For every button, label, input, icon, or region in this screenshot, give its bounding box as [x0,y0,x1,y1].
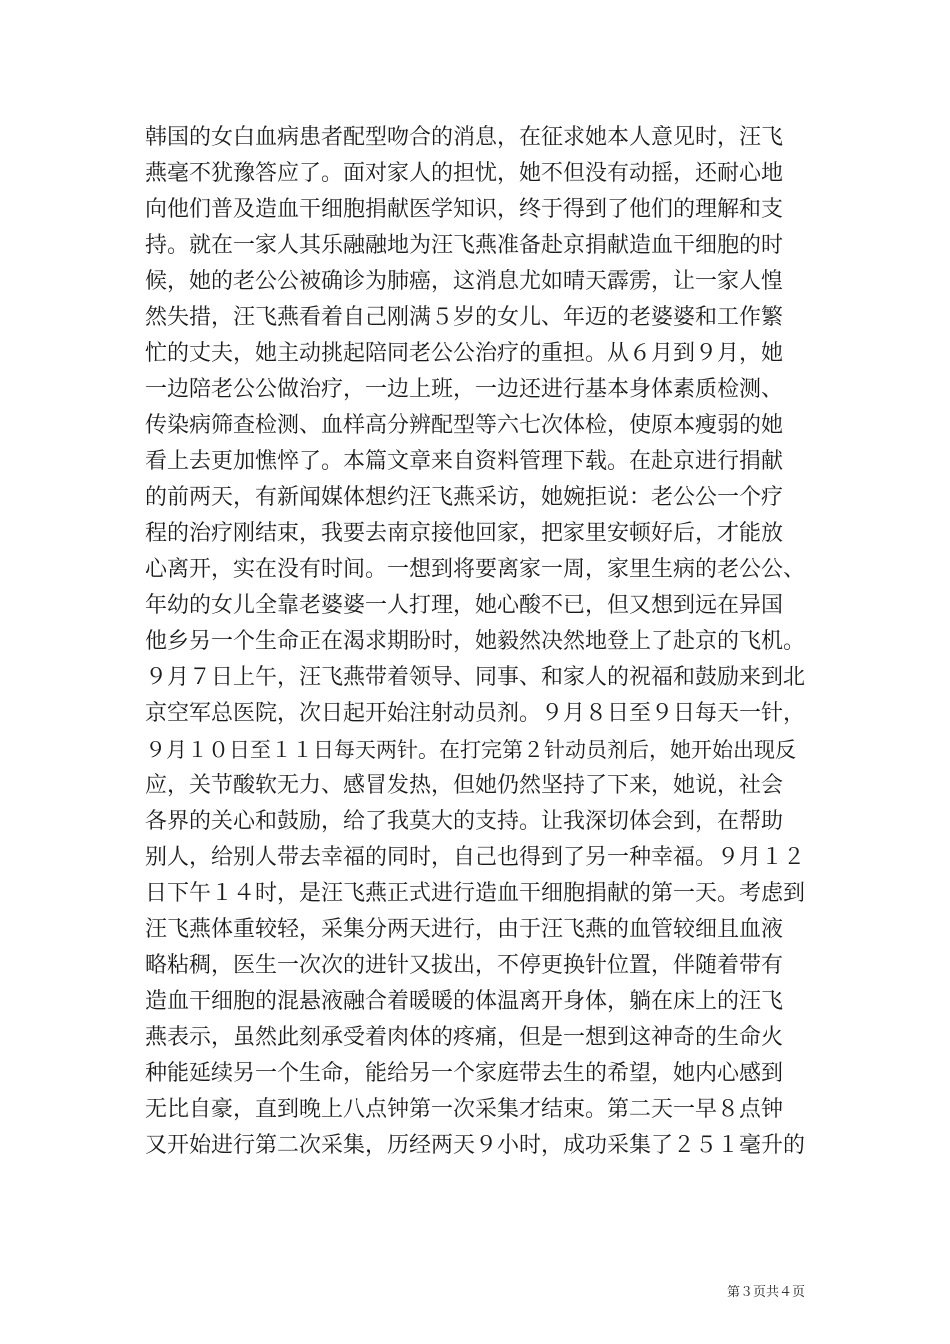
text-line: 程的治疗刚结束，我要去南京接他回家，把家里安顿好后，才能放 [145,521,784,546]
text-line: 造血干细胞的混悬液融合着暖暖的体温离开身体，躺在床上的汪飞 [145,989,784,1014]
page-number: 第３页共４页 [726,1285,805,1300]
text-line: 忙的丈夫，她主动挑起陪同老公公治疗的重担。从６月到９月，她 [145,341,784,366]
text-line: 京空军总医院，次日起开始注射动员剂。９月８日至９日每天一针， [145,701,806,726]
text-line: 汪飞燕体重较轻，采集分两天进行，由于汪飞燕的血管较细且血液 [145,917,784,942]
text-line: ９月１０日至１１日每天两针。在打完第２针动员剂后，她开始出现反 [145,738,796,762]
text-line: 各界的关心和鼓励，给了我莫大的支持。让我深切体会到，在帮助 [145,809,784,834]
text-line: 年幼的女儿全靠老婆婆一人打理，她心酸不已，但又想到远在异国 [145,593,784,618]
text-line: 一边陪老公公做治疗，一边上班，一边还进行基本身体素质检测、 [145,377,784,402]
text-line: 别人，给别人带去幸福的同时，自己也得到了另一种幸福。９月１２ [145,845,806,870]
text-line: 看上去更加憔悴了。本篇文章来自资料管理下载。在赴京进行捐献 [145,449,784,474]
text-line: 燕表示，虽然此刻承受着肉体的疼痛，但是一想到这神奇的生命火 [145,1025,784,1050]
text-line: 燕毫不犹豫答应了。面对家人的担忧，她不但没有动摇，还耐心地 [145,161,784,186]
text-line: 的前两天，有新闻媒体想约汪飞燕采访，她婉拒说：老公公一个疗 [145,485,784,510]
text-line: 种能延续另一个生命，能给另一个家庭带去生的希望，她内心感到 [145,1061,784,1086]
text-line: 日下午１４时，是汪飞燕正式进行造血干细胞捐献的第一天。考虑到 [145,881,806,906]
text-line: 又开始进行第二次采集，历经两天９小时，成功采集了２５１毫升的 [145,1133,806,1158]
text-line: 韩国的女白血病患者配型吻合的消息，在征求她本人意见时，汪飞 [145,125,784,150]
text-line: 然失措，汪飞燕看着自己刚满５岁的女儿、年迈的老婆婆和工作繁 [145,305,784,330]
text-line: 心离开，实在没有时间。一想到将要离家一周，家里生病的老公公、 [145,557,806,582]
body-text [145,120,810,1164]
text-line: 略粘稠，医生一次次的进针又拔出，不停更换针位置，伴随着带有 [145,953,784,978]
text-line: 无比自豪，直到晚上八点钟第一次采集才结束。第二天一早８点钟 [145,1097,784,1122]
text-line: 传染病筛查检测、血样高分辨配型等六七次体检，使原本瘦弱的她 [145,413,784,438]
text-line: ９月７日上午，汪飞燕带着领导、同事、和家人的祝福和鼓励来到北 [145,665,806,690]
text-line: 向他们普及造血干细胞捐献医学知识，终于得到了他们的理解和支 [145,197,784,222]
text-line: 候，她的老公公被确诊为肺癌，这消息尤如晴天霹雳，让一家人惶 [145,269,784,294]
text-line: 他乡另一个生命正在渴求期盼时，她毅然决然地登上了赴京的飞机。 [145,629,806,654]
text-line: 应，关节酸软无力、感冒发热，但她仍然坚持了下来，她说，社会 [145,773,784,798]
text-line: 持。就在一家人其乐融融地为汪飞燕准备赴京捐献造血干细胞的时 [145,233,784,258]
